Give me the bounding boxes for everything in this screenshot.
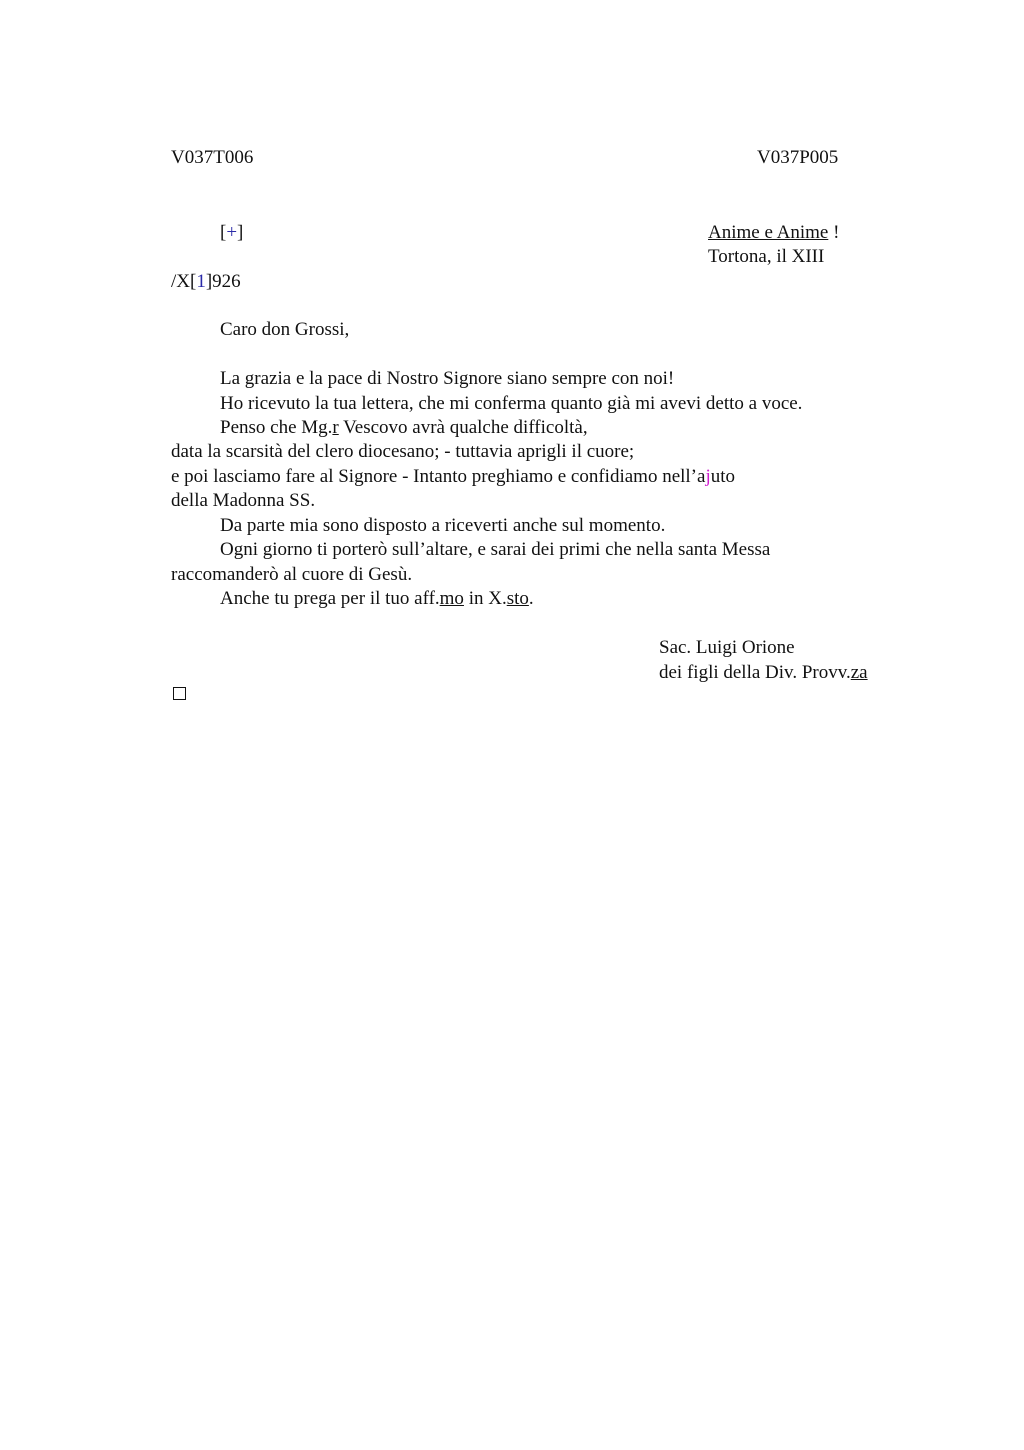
bracket-open: [ [220, 222, 227, 243]
date-bracket-number: 1 [196, 271, 206, 292]
document-code-left: V037T006 [171, 147, 254, 168]
signature-name: Sac. Luigi Orione [659, 637, 795, 658]
body-line-10-b: in X. [463, 588, 507, 609]
date-prefix: /X[ [171, 271, 197, 292]
document-code-right: V037P005 [757, 147, 839, 168]
signature-title [659, 661, 868, 685]
motto [708, 221, 839, 245]
body-line-10-a: Anche tu prega per il tuo aff. [220, 588, 440, 609]
signature-title-underlined: za [850, 662, 868, 683]
body-line-5-b: uto [710, 466, 736, 487]
body-line-3-b: Vescovo avrà qualche difficoltà, [338, 417, 588, 438]
body-line-10 [220, 587, 534, 611]
date-continuation [171, 270, 241, 294]
body-line-8: Ogni giorno ti porterò sull’altare, e sarai dei primi che nella santa Messa [220, 539, 771, 560]
cross-symbol: + [226, 222, 238, 243]
salutation: Caro don Grossi, [220, 319, 350, 340]
signature-title-a: dei figli della Div. Provv. [659, 662, 851, 683]
body-line-10-underlined-1: mo [439, 588, 464, 609]
cross-mark [220, 221, 243, 245]
date-suffix: ]926 [205, 271, 241, 292]
body-line-3 [220, 416, 588, 440]
motto-text: Anime e Anime [708, 222, 829, 243]
body-line-5-highlight: j [705, 466, 711, 487]
body-line-5-a: e poi lasciamo fare al Signore - Intanto preghiamo e confidiamo nell’a [171, 466, 706, 487]
motto-punct: ! [828, 222, 840, 243]
body-line-9: raccomanderò al cuore di Gesù. [171, 564, 413, 585]
body-line-2: Ho ricevuto la tua lettera, che mi conferma quanto già mi avevi detto a voce. [220, 393, 803, 414]
body-line-10-underlined-2: sto [506, 588, 529, 609]
place-date: Tortona, il XIII [708, 246, 825, 267]
end-square-icon [173, 687, 186, 700]
body-line-4: data la scarsità del clero diocesano; - tuttavia aprigli il cuore; [171, 441, 635, 462]
body-line-7: Da parte mia sono disposto a riceverti anche sul momento. [220, 515, 666, 536]
body-line-3-a: Penso che Mg. [220, 417, 333, 438]
body-line-1: La grazia e la pace di Nostro Signore siano sempre con noi! [220, 368, 675, 389]
body-line-5 [171, 465, 735, 489]
body-line-10-c: . [528, 588, 534, 609]
body-line-6: della Madonna SS. [171, 490, 316, 511]
body-line-3-underlined: r [332, 417, 339, 438]
bracket-close: ] [237, 222, 244, 243]
